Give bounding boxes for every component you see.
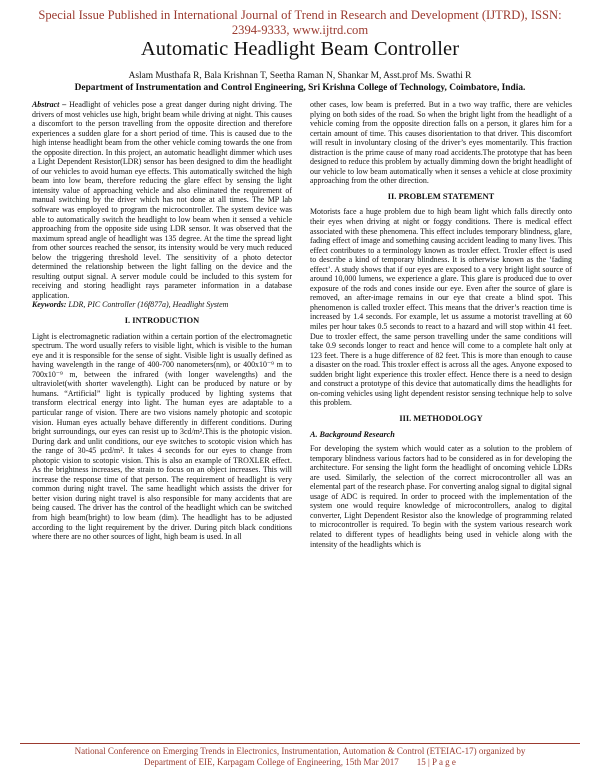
- left-column: [32, 100, 292, 542]
- section-heading-methodology: III. METHODOLOGY: [399, 413, 483, 423]
- footer-line2-wrap: [20, 757, 580, 768]
- abstract-text: Headlight of vehicles pose a great danger during night driving. The drivers of most vehicles use high, bright beam while driving at night. This causes a discomfort to the person travelling from the opposite direction and therefore experiences a sudden glare for a short period of time. This is caused due to the high intense headlight beam from the other vehicle coming towards the one from the opposite direction. In this project, an automatic headlight dimmer which uses a Light Dependent Resistor(LDR) sensor has been designed to dim the headlight of our vehicles to avoid human eye effects. This automatically switched the high beam into low beam, therefore reducing the glare effect by sensing the light intensity value of approaching vehicle and also eliminated the requirement of manual switching by the driver which has not done at all times. The MP lab software was employed to program the microcontroller. The system device was able to automatically switch the headlight to low beam when it sensed a vehicle approaching from the opposite side using LDR sensor. It was observed that the maximum spread angle of headlight was 135 degree. At the time the spread light from other sources reached the sensor, its intensity would be very much reduced below the triggering threshold level. The sensitivity of a photo detector determined the relationship between the light falling on the device and the resulting output signal. A server module could be included to this system for receiving and storing headlight rays parameter information in a database application.: [32, 100, 293, 300]
- journal-header-line1: Special Issue Published in International Journal of Trend in Research and Development (IJTRD), ISSN:: [38, 8, 562, 22]
- keywords: [32, 300, 292, 310]
- footer-line1: National Conference on Emerging Trends in Electronics, Instrumentation, Automation & Control (ETEIAC-17) organized by: [74, 746, 526, 756]
- conference-footer: [20, 746, 580, 768]
- keywords-label: Keywords:: [32, 300, 67, 310]
- keywords-text: LDR, PIC Controller (16f877a), Headlight System: [66, 300, 229, 310]
- problem-statement-text: Motorists face a huge problem due to high beam light which falls directly onto their eyes when driving at night or foggy conditions. There is medical effect associated with these phenomena. This effect includes temporary blindness, glare, fading effect of image and something causing accident leading to many lives. This effect contributes to a terminology known as troxler effect. Troxler effect is used to describe a kind of temporary blindness. It is otherwise known as the ‘fading effect’. A study shows that if our eyes are exposed to a very bright light source of around 10,000 lumens, we experience a glare. This glare is produced due to over exposure of the rods and cones inside our eye. Even after the source of glare is removed, an after-image remains in our eye that create a blind spot. This phenomenon is called troxler effect. This means that the driver’s reaction time is increased by 1.4 seconds. For example, let us assume a motorist travelling at 60 miles per hour takes 0.5 seconds to react to a hazard and will stop within 41 feet. Due to troxler effect, the same person travelling under the same conditions will take 0.9 seconds longer to react and hence will come to a complete halt only at 123 feet. There is a huge difference of 82 feet. This is more than enough to cause a disaster on the road. This troxler effect is across all the ages. Anyone exposed to sudden bright light experience this troxler effect. Hence there is a need to design and construct a prototype of this device that automatically dims the headlights for on-coming vehicles using light dependent resistor sensing technique help to solve this problem.: [310, 207, 572, 408]
- journal-header: [20, 8, 580, 38]
- abstract: [32, 100, 292, 300]
- page-number: 15 | P a g e: [416, 757, 456, 767]
- right-column: [310, 100, 572, 549]
- section-heading-problem-statement: II. PROBLEM STATEMENT: [387, 191, 495, 201]
- footer-line2: Department of EIE, Karpagam College of Engineering, 15th Mar 2017: [144, 757, 399, 767]
- introduction-text: Light is electromagnetic radiation within a certain portion of the electromagnetic spectrum. The word usually refers to visible light, which is visible to the human eye and it is responsible for the sense of sight. Visible light is usually defined as having wavelength in the range of 400-700 nanometers(nm), or 400x10⁻⁹ m to 700x10⁻⁹ m, between the infrared (with longer wavelengths) and the ultraviolet(with shorter wavelength). Light can be produced by nature or by humans. “Artificial” light is typically produced by lighting systems that transform electrical energy into light. The human eyes are adaptable to a particular range of vision. There are two visions namely photopic and scotopic vision. Human eyes actually behave differently in different conditions. During bright surroundings, our eyes can resist up to 3cd/m².This is the photopic vision. During dark and unlit conditions, our eye switches to scotopic vision which has the range of 30-45 μcd/m². It takes 4 seconds for our eyes to change from photopic vision to scotopic vision. This is also an example of TROXLER effect. As the brightness increases, the strain to focus on an object increases. This will increase the response time of that person. The requirement of headlight is very common during night travel. The same headlight which assists the driver for better vision during night travel is also responsible for many accidents that are being caused. The driver has the control of the headlight which can be switched from high beam(bright) to low beam (dim). The headlight has to be adjusted according to the light requirement by the driver. During pitch black conditions where there are no other sources of light, high beam is used. In all: [32, 331, 292, 542]
- journal-header-line2: 2394-9333, www.ijtrd.com: [231, 23, 369, 37]
- abstract-label: Abstract –: [32, 100, 67, 109]
- introduction-continued-text: other cases, low beam is preferred. But in a two way traffic, there are vehicles plying on both sides of the road. So when the bright light from the headlight of a vehicle coming from the opposite direction falls on a person, it glares him for a certain amount of time. This causes disorientation to that driver. This discomfort will result in involuntary closing of the driver’s eyes momentarily. This fraction distraction is the prime cause of many road accidents.The prototype that has been designed to reduce this problem by actually dimming down the bright headlight of our vehicle to low beam automatically when it senses a vehicle at close proximity approaching from the other direction.: [310, 100, 572, 186]
- author-list: Aslam Musthafa R, Bala Krishnan T, Seetha Raman N, Shankar M, Asst.prof Ms. Swathi R: [128, 71, 472, 81]
- section-heading-introduction: I. INTRODUCTION: [124, 316, 200, 326]
- background-research-text: For developing the system which would cater as a solution to the problem of temporary blindness various factors had to be considered as in for developing the architecture. For sensing the light form the headlight of oncoming vehicle LDRs are used. Similarly, the selection of the correct microcontroller all was an elemental part of the research phase. For converting analog signal to digital signal usage of ADC is required. In order to proceed with the implementation of the system one would require knowledge of microcontrollers, analog to digital converter, Light Dependent Resistor also the knowledge of programming related to microcontroller is required. To begin with the system various research work related to different types of headlights being used in vehicle along with the intensity of the headlights which is: [310, 444, 572, 549]
- paper-title: Automatic Headlight Beam Controller: [140, 38, 460, 60]
- footer-divider: [20, 743, 580, 744]
- affiliation: Department of Instrumentation and Control Engineering, Sri Krishna College of Technology, Coimbatore, India.: [74, 83, 526, 93]
- subsection-heading-background-research: A. Background Research: [310, 429, 395, 439]
